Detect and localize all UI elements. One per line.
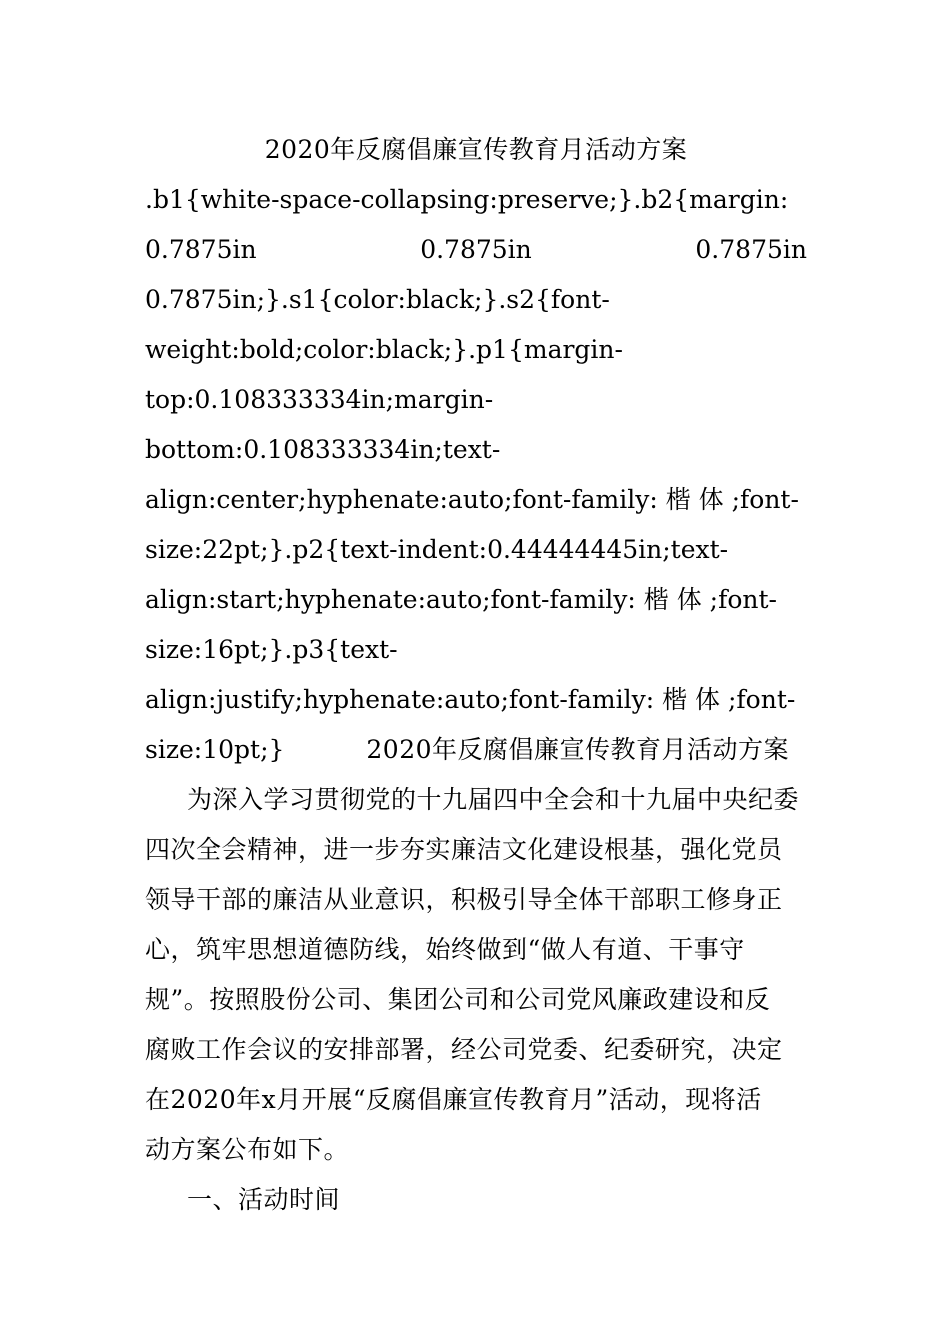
body-line: 为深入学习贯彻党的十九届四中全会和十九届中央纪委 [187, 785, 800, 814]
css-text-line: .b1{white-space-collapsing:preserve;}.b2{margin: [145, 185, 789, 214]
css-text-line: size:16pt;}.p3{text- [145, 635, 398, 664]
css-text-line: bottom:0.108333334in;text- [145, 435, 501, 464]
body-line: 领导干部的廉洁从业意识，积极引导全体干部职工修身正 [145, 885, 783, 914]
body-line: 动方案公布如下。 [145, 1135, 350, 1164]
body-line: 在2020年x月开展“反腐倡廉宣传教育月”活动，现将活 [145, 1085, 762, 1114]
css-text-line: align:justify;hyphenate:auto;font-family: 楷 体 ;font- [145, 685, 796, 714]
css-margin-value: 0.7875in [420, 235, 532, 264]
body-line: 心，筑牢思想道德防线，始终做到“做人有道、干事守 [145, 935, 745, 964]
document-page [145, 125, 807, 1225]
css-and-title-line [145, 725, 807, 775]
document-title: 2020年反腐倡廉宣传教育月活动方案 [264, 135, 688, 164]
css-text-line: weight:bold;color:black;}.p1{margin- [145, 335, 623, 364]
css-margin-value: 0.7875in [695, 235, 807, 264]
css-text-line: size:22pt;}.p2{text-indent:0.44444445in;text- [145, 535, 729, 564]
section-heading: 一、活动时间 [187, 1185, 341, 1214]
css-margin-line [145, 225, 807, 275]
body-line: 规”。按照股份公司、集团公司和公司党风廉政建设和反 [145, 985, 771, 1014]
body-line: 四次全会精神，进一步夯实廉洁文化建设根基，强化党员 [145, 835, 783, 864]
inline-title: 2020年反腐倡廉宣传教育月活动方案 [366, 735, 790, 764]
css-text-line: align:start;hyphenate:auto;font-family: 楷 体 ;font- [145, 585, 778, 614]
css-text-line: top:0.108333334in;margin- [145, 385, 494, 414]
body-line: 腐败工作会议的安排部署，经公司党委、纪委研究，决定 [145, 1035, 783, 1064]
css-margin-value: 0.7875in [145, 235, 257, 264]
css-text-fragment: size:10pt;} [145, 735, 285, 764]
css-text-line: 0.7875in;}.s1{color:black;}.s2{font- [145, 285, 610, 314]
css-text-line: align:center;hyphenate:auto;font-family: 楷 体 ;font- [145, 485, 799, 514]
